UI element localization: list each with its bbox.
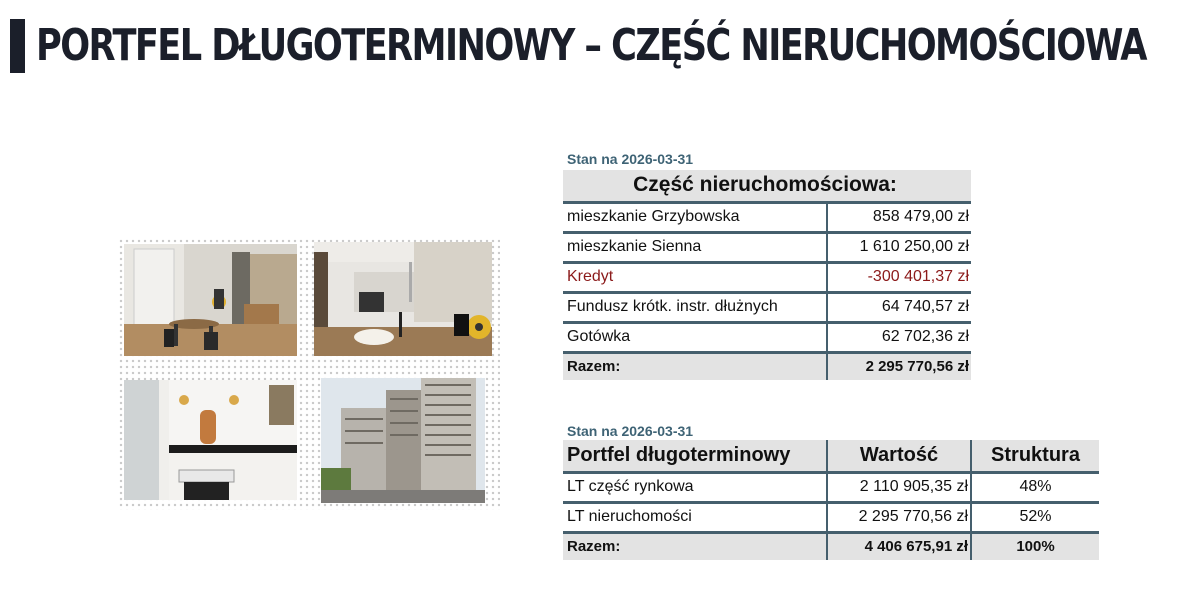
table-row (563, 232, 971, 262)
page-title: PORTFEL DŁUGOTERMINOWY – CZĘŚĆ NIERUCHOMOŚCIOWA (36, 20, 1146, 71)
row-label: LT nieruchomości (563, 502, 827, 532)
portfolio-table (563, 440, 1099, 560)
row-value: 1 610 250,00 zł (827, 232, 971, 262)
column-header-value: Wartość (827, 440, 971, 472)
total-value: 2 295 770,56 zł (827, 352, 971, 380)
table-row (563, 322, 971, 352)
row-share: 52% (971, 502, 1099, 532)
table-row (563, 202, 971, 232)
row-value: 858 479,00 zł (827, 202, 971, 232)
row-label: Kredyt (563, 262, 827, 292)
building-photo (321, 378, 485, 503)
total-row (563, 352, 971, 380)
row-value: -300 401,37 zł (827, 262, 971, 292)
column-header-portfolio: Portfel długoterminowy (563, 440, 827, 472)
table-row (563, 502, 1099, 532)
total-share: 100% (971, 532, 1099, 560)
total-row (563, 532, 1099, 560)
property-table-header: Część nieruchomościowa: (563, 170, 971, 202)
title-accent-bar (10, 19, 25, 73)
total-label: Razem: (563, 352, 827, 380)
column-header-structure: Struktura (971, 440, 1099, 472)
row-value: 62 702,36 zł (827, 322, 971, 352)
property-date-label: Stan na 2026-03-31 (567, 151, 694, 167)
living-room-photo (124, 244, 297, 356)
row-share: 48% (971, 472, 1099, 502)
row-value: 64 740,57 zł (827, 292, 971, 322)
property-table (563, 170, 971, 380)
portfolio-date-label: Stan na 2026-03-31 (567, 423, 694, 439)
photo-gallery (118, 238, 500, 510)
row-label: Gotówka (563, 322, 827, 352)
row-label: Fundusz krótk. instr. dłużnych (563, 292, 827, 322)
table-row-credit (563, 262, 971, 292)
row-value: 2 295 770,56 zł (827, 502, 971, 532)
total-label: Razem: (563, 532, 827, 560)
row-label: mieszkanie Grzybowska (563, 202, 827, 232)
table-row (563, 292, 971, 322)
kitchen-photo (314, 242, 492, 356)
row-label: LT część rynkowa (563, 472, 827, 502)
row-value: 2 110 905,35 zł (827, 472, 971, 502)
table-row (563, 472, 1099, 502)
bathroom-photo (124, 380, 297, 500)
row-label: mieszkanie Sienna (563, 232, 827, 262)
total-value: 4 406 675,91 zł (827, 532, 971, 560)
